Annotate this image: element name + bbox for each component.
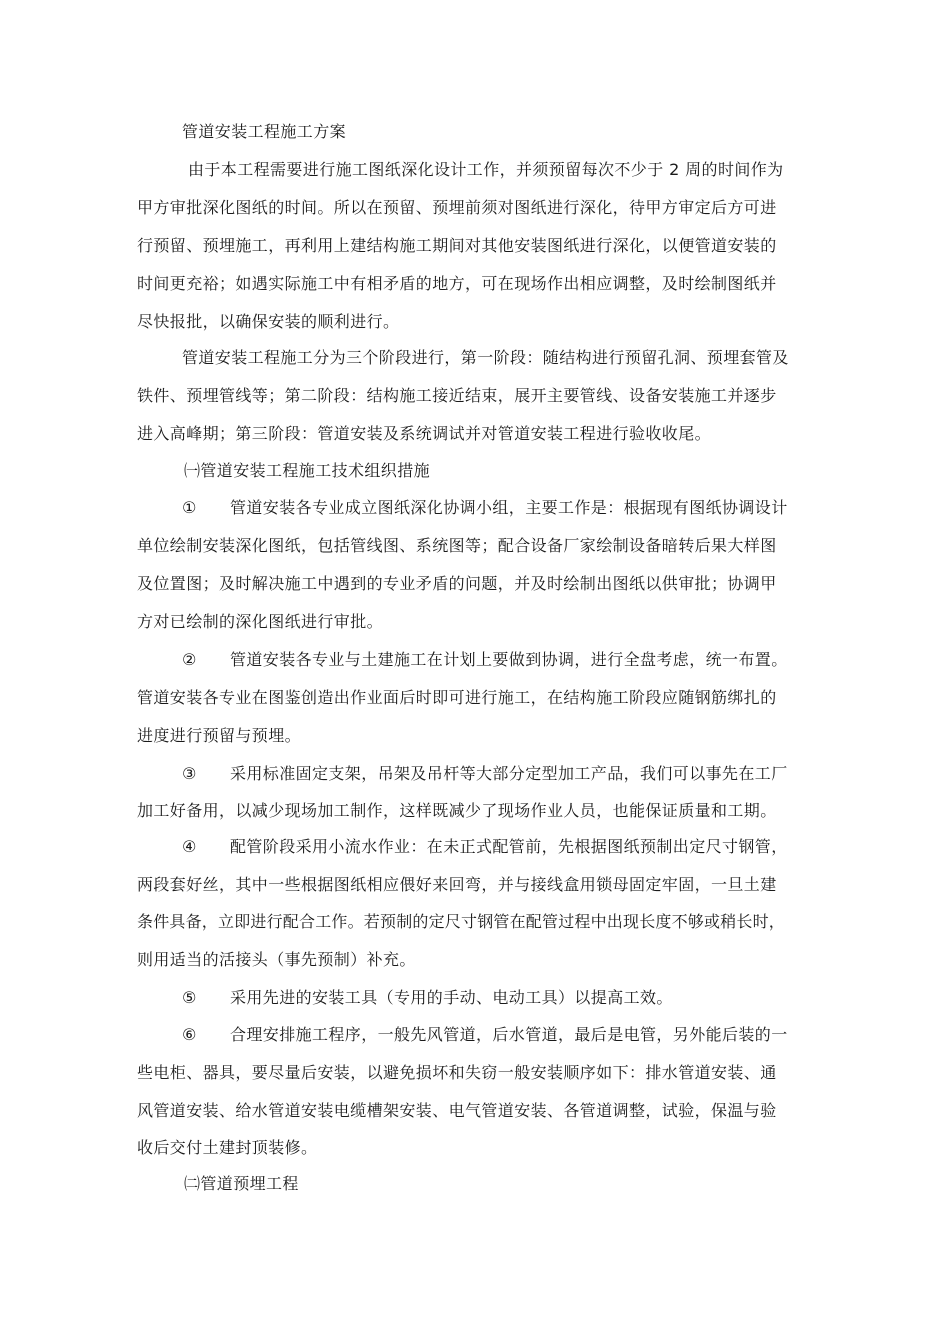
- item-text: 采用标准固定支架，吊架及吊杆等大部分定型加工产品，我们可以事先在工厂: [230, 764, 788, 783]
- paragraph-line: 由于本工程需要进行施工图纸深化设计工作，并须预留每次不少于 2 周的时间作为: [188, 160, 784, 179]
- section-heading: ㈠管道安装工程施工技术组织措施: [184, 461, 431, 480]
- paragraph-line: 两段套好丝，其中一些根据图纸相应偎好来回弯，并与接线盒用锁母固定牢固，一旦土建: [137, 875, 777, 894]
- item-text: 管道安装各专业与土建施工在计划上要做到协调，进行全盘考虑，统一布置。: [230, 650, 788, 669]
- item-number: ④: [182, 837, 197, 856]
- paragraph-line: 及位置图；及时解决施工中遇到的专业矛盾的问题，并及时绘制出图纸以供审批；协调甲: [137, 574, 777, 593]
- paragraph-line: 行预留、预埋施工，再利用上建结构施工期间对其他安装图纸进行深化，以便管道安装的: [137, 236, 777, 255]
- paragraph-line: 进入高峰期；第三阶段：管道安装及系统调试并对管道安装工程进行验收收尾。: [137, 424, 712, 443]
- paragraph-line: 加工好备用，以减少现场加工制作，这样既减少了现场作业人员，也能保证质量和工期。: [137, 801, 777, 820]
- item-text: 配管阶段采用小流水作业：在未正式配管前，先根据图纸预制出定尺寸钢管，: [230, 837, 788, 856]
- paragraph-line: 风管道安装、给水管道安装电缆槽架安装、电气管道安装、各管道调整，试验，保温与验: [137, 1101, 777, 1120]
- list-item: [182, 988, 673, 1008]
- list-item: [182, 1025, 788, 1045]
- item-number: ⑤: [182, 988, 197, 1007]
- paragraph-line: 条件具备，立即进行配合工作。若预制的定尺寸钢管在配管过程中出现长度不够或稍长时，: [137, 912, 786, 931]
- paragraph-line: 进度进行预留与预埋。: [137, 726, 302, 745]
- list-item: [182, 764, 788, 784]
- list-item: [182, 650, 788, 670]
- paragraph-line: 些电柜、器具，要尽量后安装，以避免损坏和失窃一般安装顺序如下：排水管道安装、通: [137, 1063, 777, 1082]
- paragraph-line: 管道安装工程施工分为三个阶段进行，第一阶段：随结构进行预留孔洞、预埋套管及: [182, 348, 789, 367]
- item-number: ①: [182, 498, 197, 517]
- paragraph-line: 单位绘制安装深化图纸，包括管线图、系统图等；配合设备厂家绘制设备暗转后果大样图: [137, 536, 777, 555]
- document-title: 管道安装工程施工方案: [182, 122, 347, 141]
- item-text: 采用先进的安装工具（专用的手动、电动工具）以提高工效。: [230, 988, 673, 1007]
- paragraph-line: 甲方审批深化图纸的时间。所以在预留、预埋前须对图纸进行深化，待甲方审定后方可进: [137, 198, 777, 217]
- paragraph-line: 管道安装各专业在图鉴创造出作业面后时即可进行施工，在结构施工阶段应随钢筋绑扎的: [137, 688, 777, 707]
- list-item: [182, 498, 788, 518]
- paragraph-line: 时间更充裕；如遇实际施工中有相矛盾的地方，可在现场作出相应调整，及时绘制图纸并: [137, 274, 777, 293]
- item-text: 合理安排施工程序，一般先风管道，后水管道，最后是电管，另外能后装的一: [230, 1025, 788, 1044]
- item-number: ②: [182, 650, 197, 669]
- paragraph-line: 则用适当的活接头（事先预制）补充。: [137, 950, 416, 969]
- paragraph-line: 方对已绘制的深化图纸进行审批。: [137, 612, 384, 631]
- paragraph-line: 铁件、预埋管线等；第二阶段：结构施工接近结束，展开主要管线、设备安装施工并逐步: [137, 386, 777, 405]
- item-number: ⑥: [182, 1025, 197, 1044]
- paragraph-line: 尽快报批，以确保安装的顺利进行。: [137, 312, 400, 331]
- section-heading: ㈡管道预埋工程: [184, 1174, 299, 1193]
- paragraph-line: 收后交付土建封顶装修。: [137, 1138, 318, 1157]
- item-number: ③: [182, 764, 197, 783]
- item-text: 管道安装各专业成立图纸深化协调小组，主要工作是：根据现有图纸协调设计: [230, 498, 788, 517]
- list-item: [182, 837, 788, 857]
